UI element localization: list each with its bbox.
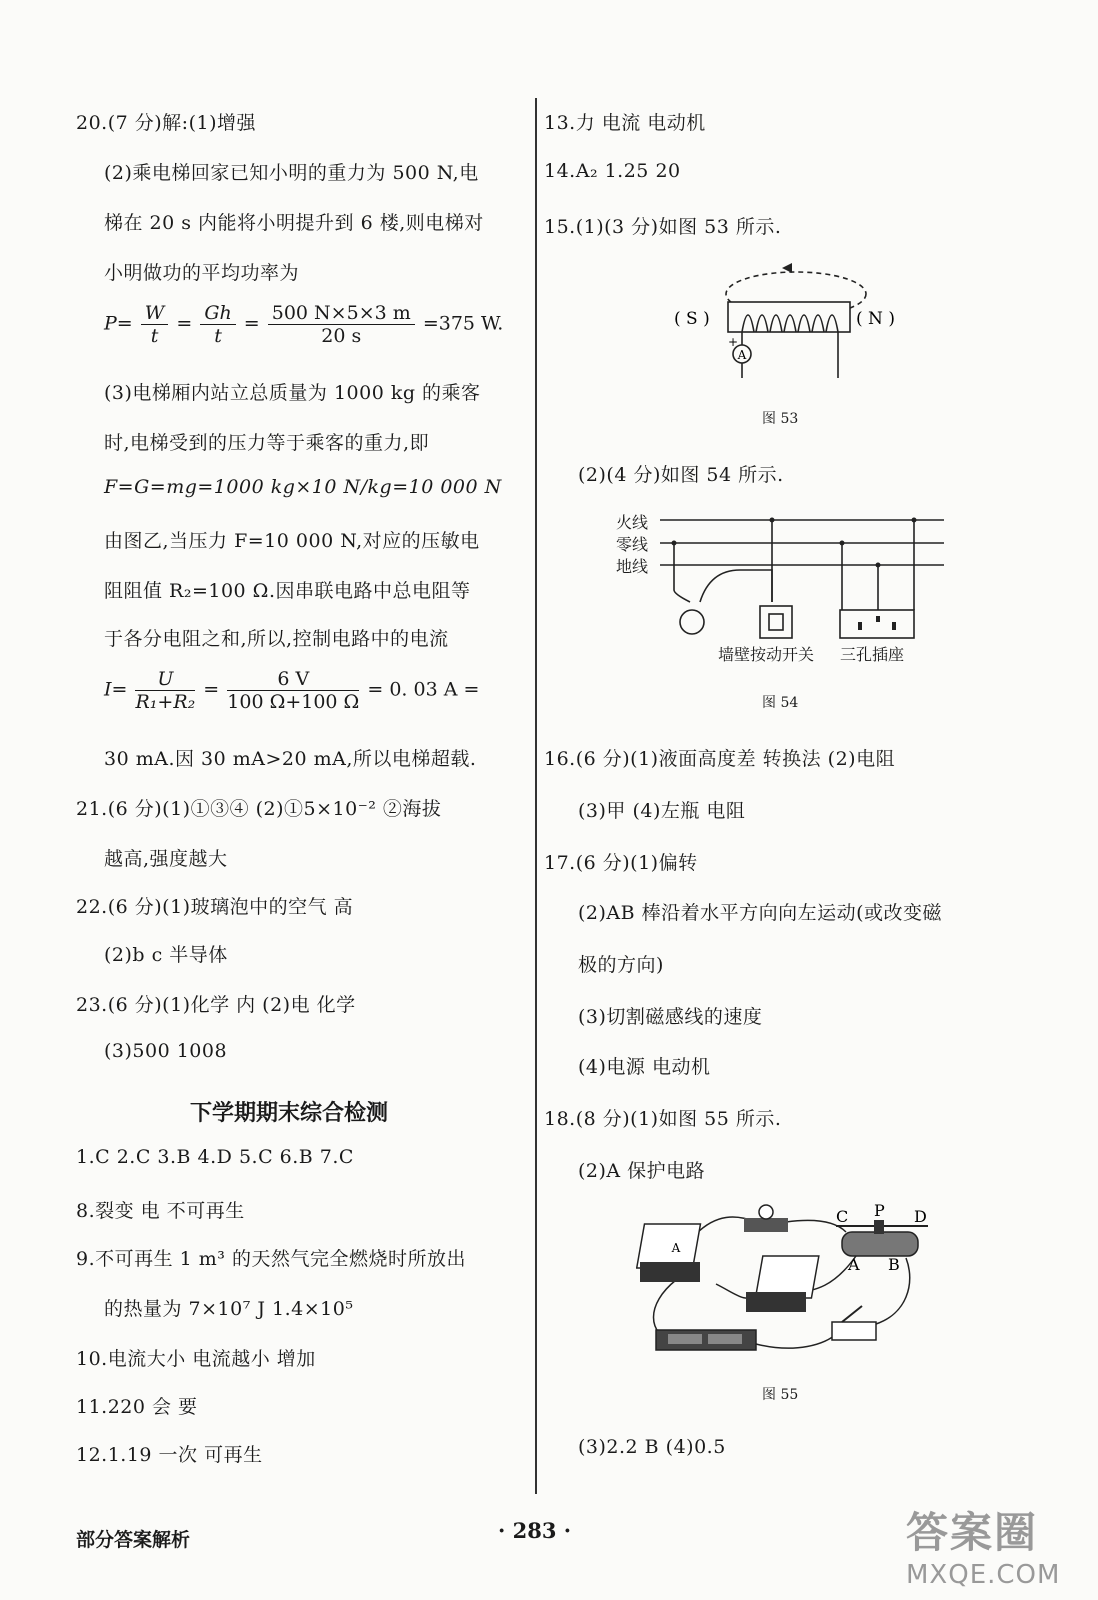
eq-p: P= bbox=[104, 312, 133, 335]
fraction-w-t: $\frac{W}{t}$ bbox=[141, 302, 169, 347]
answer-15-line: (2)(4 分)如图 54 所示. bbox=[578, 464, 784, 486]
section-title: 下学期期末综合检测 bbox=[190, 1100, 389, 1126]
answer-17-header: 17.(6 分)(1)偏转 bbox=[544, 852, 698, 874]
label-neutral: 零线 bbox=[616, 535, 649, 554]
answer-20-line: 30 mA.因 30 mA>20 mA,所以电梯超载. bbox=[104, 748, 477, 770]
switch bbox=[832, 1306, 876, 1340]
watermark-logo: 答案圈 MXQE.COM bbox=[906, 1508, 1061, 1590]
power-equation: P= $\frac{W}{t}$ = $\frac{Gh}{t}$ = $\frac{500 N\times 5\times 3 m}{20 s}$ =375 W. bbox=[104, 302, 504, 347]
answer-20-line: F=G=mg=1000 kg×10 N/kg=10 000 N bbox=[104, 476, 502, 498]
footer-title: 部分答案解析 bbox=[76, 1529, 191, 1551]
label-p: P bbox=[874, 1204, 885, 1220]
figure-53-solenoid bbox=[670, 258, 920, 382]
bulb-icon bbox=[680, 610, 704, 634]
page-number: · 283 · bbox=[498, 1518, 572, 1543]
answer-21-header: 21.(6 分)(1)①③④ (2)①5×10⁻² ②海拔 bbox=[76, 798, 442, 820]
answer-20-line: (3)电梯厢内站立总质量为 1000 kg 的乘客 bbox=[104, 382, 481, 404]
answer-20-line: 梯在 20 s 内能将小明提升到 6 楼,则电梯对 bbox=[104, 212, 484, 234]
answer-23-header: 23.(6 分)(1)化学 内 (2)电 化学 bbox=[76, 994, 356, 1016]
answer-17-line: (2)AB 棒沿着水平方向向左运动(或改变磁 bbox=[578, 902, 943, 924]
figure-55-caption: 图 55 bbox=[762, 1387, 799, 1403]
fraction-gh-t: $\frac{Gh}{t}$ bbox=[200, 302, 235, 347]
svg-text:A: A bbox=[737, 348, 747, 362]
fraction-u-r: $\frac{U}{\text{R₁+R₂}}$ bbox=[135, 668, 196, 713]
answer-16-header: 16.(6 分)(1)液面高度差 转换法 (2)电阻 bbox=[544, 748, 896, 770]
answer-14: 14.A₂ 1.25 20 bbox=[544, 160, 681, 182]
answer-20-line: 阻阻值 R₂=100 Ω.因串联电路中总电阻等 bbox=[104, 580, 471, 602]
figure-55-circuit bbox=[636, 1204, 936, 1364]
answer-11: 11.220 会 要 bbox=[76, 1396, 198, 1418]
figure-54-wiring bbox=[540, 510, 950, 670]
answer-20-line: (2)乘电梯回家已知小明的重力为 500 N,电 bbox=[104, 162, 479, 184]
answer-9-line: 的热量为 7×10⁷ J 1.4×10⁵ bbox=[104, 1298, 354, 1320]
answer-23-line: (3)500 1008 bbox=[104, 1040, 228, 1062]
three-hole-socket bbox=[840, 610, 914, 638]
pole-s: ( S ) bbox=[674, 309, 710, 329]
figure-53-caption: 图 53 bbox=[762, 411, 799, 427]
wire bbox=[756, 1334, 836, 1348]
answer-20-line: 由图乙,当压力 F=10 000 N,对应的压敏电 bbox=[104, 530, 480, 552]
current-equation: I= $\frac{U}{\text{R₁+R₂}}$ = $\frac{6 V}{100 \Omega+100 \Omega}$ = 0. 03 A = bbox=[104, 668, 480, 713]
answer-20-line: 时,电梯受到的压力等于乘客的重力,即 bbox=[104, 432, 430, 454]
answer-21-line: 越高,强度越大 bbox=[104, 848, 228, 870]
label-socket: 三孔插座 bbox=[840, 645, 905, 664]
pole-n: ( N ) bbox=[856, 309, 895, 329]
label-d: D bbox=[914, 1207, 927, 1226]
label-b: B bbox=[888, 1255, 900, 1274]
answer-20-header: 20.(7 分)解:(1)增强 bbox=[76, 112, 256, 134]
label-c: C bbox=[836, 1207, 849, 1226]
ammeter bbox=[637, 1224, 701, 1282]
answer-17-line: (3)切割磁感线的速度 bbox=[578, 1006, 763, 1028]
answer-18-header: 18.(8 分)(1)如图 55 所示. bbox=[544, 1108, 782, 1130]
answer-1-7: 1.C 2.C 3.B 4.D 5.C 6.B 7.C bbox=[76, 1146, 354, 1168]
column-divider bbox=[535, 98, 537, 1494]
answer-18-line: (3)2.2 B (4)0.5 bbox=[578, 1436, 726, 1458]
fraction-numeric: $\frac{6 V}{100 \Omega+100 \Omega}$ bbox=[227, 668, 360, 713]
answer-16-line: (3)甲 (4)左瓶 电阻 bbox=[578, 800, 746, 822]
answer-9: 9.不可再生 1 m³ 的天然气完全燃烧时所放出 bbox=[76, 1248, 466, 1270]
fraction-numeric: $\frac{500 N\times 5\times 3 m}{20 s}$ bbox=[268, 302, 415, 347]
answer-10: 10.电流大小 电流越小 增加 bbox=[76, 1348, 316, 1370]
answer-18-line: (2)A 保护电路 bbox=[578, 1160, 706, 1182]
answer-12: 12.1.19 一次 可再生 bbox=[76, 1444, 263, 1466]
answer-17-line: (4)电源 电动机 bbox=[578, 1056, 711, 1078]
battery-box bbox=[656, 1330, 756, 1350]
label-a: A bbox=[848, 1255, 860, 1274]
answer-20-line: 于各分电阻之和,所以,控制电路中的电流 bbox=[104, 628, 449, 650]
voltmeter bbox=[746, 1256, 819, 1312]
field-arrow bbox=[782, 263, 792, 273]
answer-15-header: 15.(1)(3 分)如图 53 所示. bbox=[544, 216, 782, 238]
label-switch: 墙壁按动开关 bbox=[718, 645, 815, 664]
light-bulb bbox=[744, 1205, 788, 1232]
answer-17-line: 极的方向) bbox=[578, 954, 664, 976]
label-live: 火线 bbox=[616, 513, 649, 532]
svg-text:A: A bbox=[671, 1241, 681, 1255]
answer-22-line: (2)b c 半导体 bbox=[104, 944, 228, 966]
figure-54-caption: 图 54 bbox=[762, 695, 799, 711]
answer-22-header: 22.(6 分)(1)玻璃泡中的空气 高 bbox=[76, 896, 354, 918]
lamp-neutral bbox=[674, 543, 690, 602]
answer-13: 13.力 电流 电动机 bbox=[544, 112, 706, 134]
label-ground: 地线 bbox=[616, 557, 649, 576]
wall-switch bbox=[760, 606, 792, 638]
svg-text:+: + bbox=[728, 335, 739, 349]
lamp-switch-wire bbox=[700, 570, 772, 602]
answer-8: 8.裂变 电 不可再生 bbox=[76, 1200, 245, 1222]
answer-20-line: 小明做功的平均功率为 bbox=[104, 262, 300, 284]
